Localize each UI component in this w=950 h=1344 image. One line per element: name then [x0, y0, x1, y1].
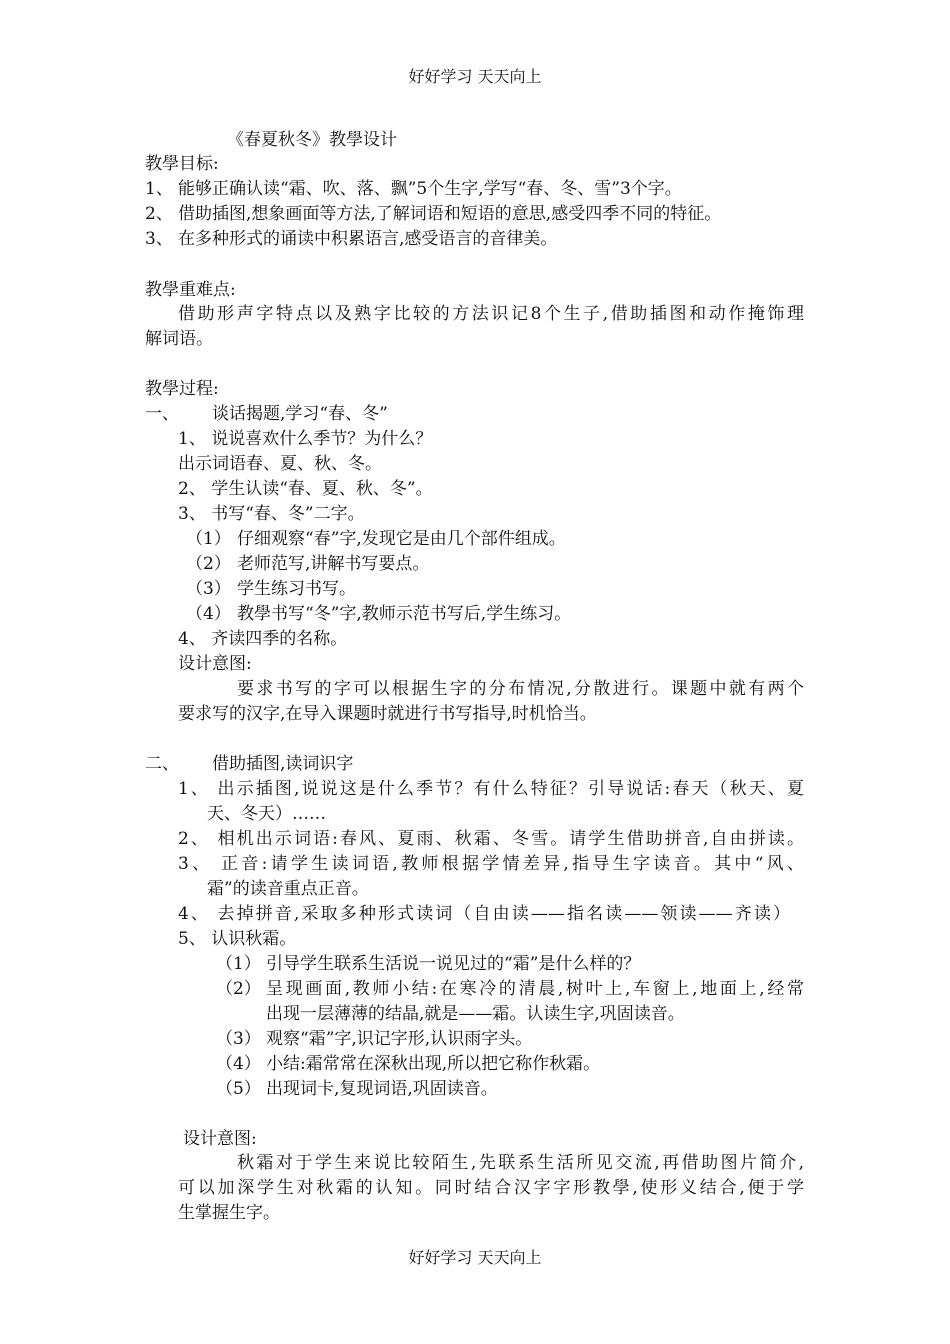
substep-text: 小结:霜常常在深秋出现,所以把它称作秋霜。 [266, 1054, 601, 1074]
doc-title: 《春夏秋冬》教學设计 [227, 130, 397, 150]
substep-text: 仔细观察“春”字,发现它是由几个部件组成。 [237, 529, 566, 549]
keypoints-heading: 教學重难点: [145, 280, 236, 300]
intent-heading: 设计意图: [178, 654, 252, 674]
substep-text: 引导学生联系生活说一说见过的“霜”是什么样的？ [266, 954, 641, 974]
keypoints-text-cont: 解词语。 [145, 329, 213, 349]
step: 2、 学生认读“春、夏、秋、冬”。 [178, 479, 433, 499]
intent-text-cont: 生掌握生字。 [178, 1203, 280, 1223]
substep-num: （4） [186, 604, 231, 624]
substep-text-cont: 出现一层薄薄的结晶,就是——霜。认读生字,巩固读音。 [266, 1004, 685, 1024]
goal-text: 能够正确认读“霜、吹、落、飘”5个生字,学写“春、冬、雪”3个字。 [178, 179, 682, 199]
substep-text: 呈现画面,教师小结:在寒冷的清晨,树叶上,车窗上,地面上,经常 [266, 979, 804, 999]
substep-text: 出现词卡,复现词语,巩固读音。 [266, 1079, 498, 1099]
substep-text: 观察“霜”字,识记字形,认识雨字头。 [266, 1029, 533, 1049]
step: 1、 说说喜欢什么季节？为什么？ [178, 429, 433, 449]
goal-num: 3、 [145, 229, 173, 249]
step-detail: 出示词语春、夏、秋、冬。 [178, 454, 382, 474]
goal-text: 借助插图,想象画面等方法,了解词语和短语的意思,感受四季不同的特征。 [178, 204, 722, 224]
step: 3、 正音:请学生读词语,教师根据学情差异,指导生字读音。其中“风、 [178, 854, 804, 874]
keypoints-text: 借助形声字特点以及熟字比较的方法识记8个生子,借助插图和动作掩饰理 [178, 304, 804, 324]
step: 4、 去掉拼音,采取多种形式读词（自由读——指名读——领读——齐读） [178, 904, 790, 924]
goal-num: 1、 [145, 179, 173, 199]
step: 3、 书写“春、冬”二字。 [178, 504, 365, 524]
step: 4、 齐读四季的名称。 [178, 629, 348, 649]
step: 5、 认识秋霜。 [178, 929, 297, 949]
substep-num: （4） [216, 1054, 261, 1074]
page-header: 好好学习 天天向上 [408, 67, 542, 86]
step: 1、 出示插图,说说这是什么季节？有什么特征？引导说话:春天（秋天、夏 [178, 779, 804, 799]
part-title: 谈话揭题,学习“春、冬” [212, 404, 388, 424]
step-cont: 霜”的读音重点正音。 [207, 879, 369, 899]
part-title: 借助插图,读词识字 [212, 754, 354, 774]
substep-text: 教學书写“冬”字,教师示范书写后,学生练习。 [237, 604, 572, 624]
step-cont: 天、冬天）…… [207, 804, 326, 824]
substep-num: （3） [216, 1029, 261, 1049]
substep-num: （2） [186, 554, 231, 574]
goal-num: 2、 [145, 204, 173, 224]
substep-num: （2） [216, 979, 261, 999]
goals-heading: 教學目标: [145, 154, 219, 174]
step: 2、 相机出示词语:春风、夏雨、秋霜、冬雪。请学生借助拼音,自由拼读。 [178, 829, 804, 849]
substep-text: 学生练习书写。 [237, 579, 356, 599]
goal-text: 在多种形式的诵读中积累语言,感受语言的音律美。 [178, 229, 558, 249]
intent-text: 秋霜对于学生来说比较陌生,先联系生活所见交流,再借助图片简介, [237, 1153, 804, 1173]
substep-num: （1） [216, 954, 261, 974]
substep-text: 老师范写,讲解书写要点。 [237, 554, 430, 574]
intent-text-cont: 要求写的汉字,在导入课题时就进行书写指导,时机恰当。 [178, 704, 597, 724]
substep-num: （5） [216, 1079, 261, 1099]
part-number: 二、 [145, 754, 179, 774]
part-number: 一、 [145, 404, 179, 424]
substep-num: （1） [186, 529, 231, 549]
intent-text-cont: 可以加深学生对秋霜的认知。同时结合汉字字形教學,使形义结合,便于学 [178, 1178, 804, 1198]
substep-num: （3） [186, 579, 231, 599]
page-footer: 好好学习 天天向上 [408, 1248, 542, 1267]
intent-text: 要求书写的字可以根据生字的分布情况,分散进行。课题中就有两个 [237, 679, 804, 699]
process-heading: 教學过程: [145, 379, 219, 399]
intent-heading: 设计意图: [183, 1129, 257, 1149]
